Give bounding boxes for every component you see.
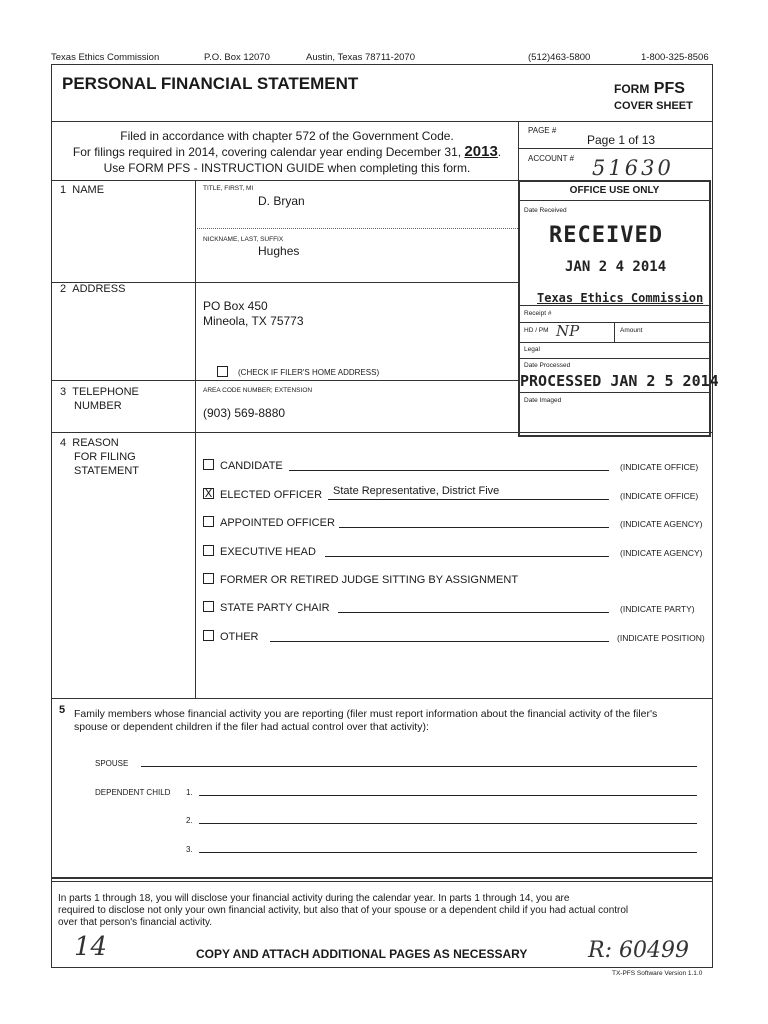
city: Austin, Texas 78711-2070 [306, 52, 415, 63]
filing-line-1: Filed in accordance with chapter 572 of the Government Code. [120, 129, 454, 143]
executive-head-label: EXECUTIVE HEAD [220, 546, 316, 558]
telephone-section-label: 3 TELEPHONE NUMBER [60, 386, 139, 412]
child-num-2: 2. [186, 816, 193, 825]
date-received-label: Date Received [524, 207, 567, 214]
legal-label: Legal [524, 346, 540, 353]
appointed-officer-checkbox[interactable] [203, 516, 214, 527]
footer-instructions: In parts 1 through 18, you will disclose your financial activity during the calendar year. In parts 1 through 14, you are required to disclose not only your own financial activity, but also that of your spouse or a dependent child if you had actual control over that person's financial activity. [58, 893, 629, 928]
amount-label: Amount [620, 327, 643, 334]
other-indicate: (INDICATE POSITION) [617, 633, 705, 643]
filing-line-3: Use FORM PFS - INSTRUCTION GUIDE when completing this form. [103, 161, 471, 175]
executive-head-checkbox[interactable] [203, 545, 214, 556]
date-imaged-label: Date Imaged [524, 397, 562, 404]
other-checkbox[interactable] [203, 630, 214, 641]
agency-name: Texas Ethics Commission [51, 52, 160, 63]
address-value[interactable] [203, 299, 304, 329]
page-value: Page 1 of 13 [587, 133, 656, 147]
former-judge-label: FORMER OR RETIRED JUDGE SITTING BY ASSIGNMENT [220, 574, 519, 586]
account-label: ACCOUNT # [528, 154, 575, 163]
first-name-value[interactable]: D. Bryan [258, 194, 305, 208]
first-name-label: TITLE, FIRST, MI [203, 185, 254, 192]
account-value: 51630 [592, 156, 674, 180]
form-title: PERSONAL FINANCIAL STATEMENT [62, 74, 359, 93]
phone-local: (512)463-5800 [528, 52, 591, 63]
child-num-1: 1. [186, 788, 193, 797]
cover-sheet: COVER SHEET [614, 100, 693, 112]
address-section-label: 2 ADDRESS [60, 283, 126, 295]
party-chair-label: STATE PARTY CHAIR [220, 602, 330, 614]
home-address-checkbox[interactable] [217, 366, 228, 377]
last-name-label: NICKNAME, LAST, SUFFIX [203, 236, 284, 243]
address-line-2: Mineola, TX 75773 [203, 314, 304, 328]
page-label: PAGE # [528, 126, 557, 135]
spouse-field[interactable] [141, 766, 697, 767]
party-chair-checkbox[interactable] [203, 601, 214, 612]
elected-officer-indicate: (INDICATE OFFICE) [620, 491, 699, 501]
software-version: TX-PFS Software Version 1.1.0 [612, 970, 703, 977]
candidate-label: CANDIDATE [220, 460, 283, 472]
elected-officer-label: ELECTED OFFICER [220, 489, 323, 501]
family-section-num: 5 [59, 704, 66, 716]
candidate-checkbox[interactable] [203, 459, 214, 470]
date-processed-label: Date Processed [524, 362, 571, 369]
name-section-label: 1 NAME [60, 184, 105, 196]
reason-section-label: 4 REASON FOR FILING STATEMENT [60, 437, 139, 477]
receipt-label: Receipt # [524, 310, 552, 317]
telephone-sub-label: AREA CODE NUMBER; EXTENSION [203, 387, 313, 394]
family-instructions: Family members whose financial activity you are reporting (filer must report information about the financial activity of the filer's spouse or dependent children if the filer had actual control over that activity): [74, 708, 658, 733]
appointed-officer-label: APPOINTED OFFICER [220, 517, 335, 529]
form-code [614, 80, 685, 98]
party-chair-indicate: (INDICATE PARTY) [620, 604, 695, 614]
handwritten-page-count: 14 [74, 932, 108, 962]
hd-pm-value: NP [556, 322, 580, 340]
elected-officer-value[interactable]: State Representative, District Five [333, 485, 500, 497]
handwritten-receipt: R: 60499 [588, 938, 689, 963]
other-label: OTHER [220, 631, 259, 643]
processed-stamp: PROCESSED JAN 2 5 2014 [520, 372, 719, 390]
office-use-title: OFFICE USE ONLY [569, 185, 660, 196]
form-prefix: FORM [614, 82, 650, 96]
received-date-stamp: JAN 2 4 2014 [565, 259, 667, 275]
po-box: P.O. Box 12070 [204, 52, 270, 63]
former-judge-checkbox[interactable] [203, 573, 214, 584]
executive-head-indicate: (INDICATE AGENCY) [620, 548, 703, 558]
last-name-value[interactable]: Hughes [258, 244, 300, 258]
telephone-value[interactable]: (903) 569-8880 [203, 406, 286, 420]
elected-officer-checkbox[interactable]: X [204, 487, 213, 500]
child-field-1[interactable] [199, 795, 697, 796]
home-address-label: (CHECK IF FILER'S HOME ADDRESS) [238, 368, 380, 377]
hd-pm-label: HD / PM [524, 327, 549, 334]
child-num-3: 3. [186, 845, 193, 854]
appointed-officer-indicate: (INDICATE AGENCY) [620, 519, 703, 529]
spouse-label: SPOUSE [95, 759, 129, 768]
address-line-1: PO Box 450 [203, 299, 268, 313]
form-code-value: PFS [653, 80, 685, 97]
child-field-3[interactable] [199, 852, 697, 853]
dependent-child-label: DEPENDENT CHILD [95, 788, 171, 797]
candidate-indicate: (INDICATE OFFICE) [620, 462, 699, 472]
filing-line-2: For filings required in 2014, covering calendar year ending December 31, 2013. [72, 143, 502, 160]
filing-year: 2013 [464, 143, 498, 160]
copy-notice: COPY AND ATTACH ADDITIONAL PAGES AS NECESSARY [196, 947, 528, 961]
commission-stamp: Texas Ethics Commission [537, 291, 704, 305]
child-field-2[interactable] [199, 823, 697, 824]
phone-toll: 1-800-325-8506 [641, 52, 709, 63]
filing-instructions [56, 128, 518, 176]
received-stamp: RECEIVED [549, 223, 663, 248]
